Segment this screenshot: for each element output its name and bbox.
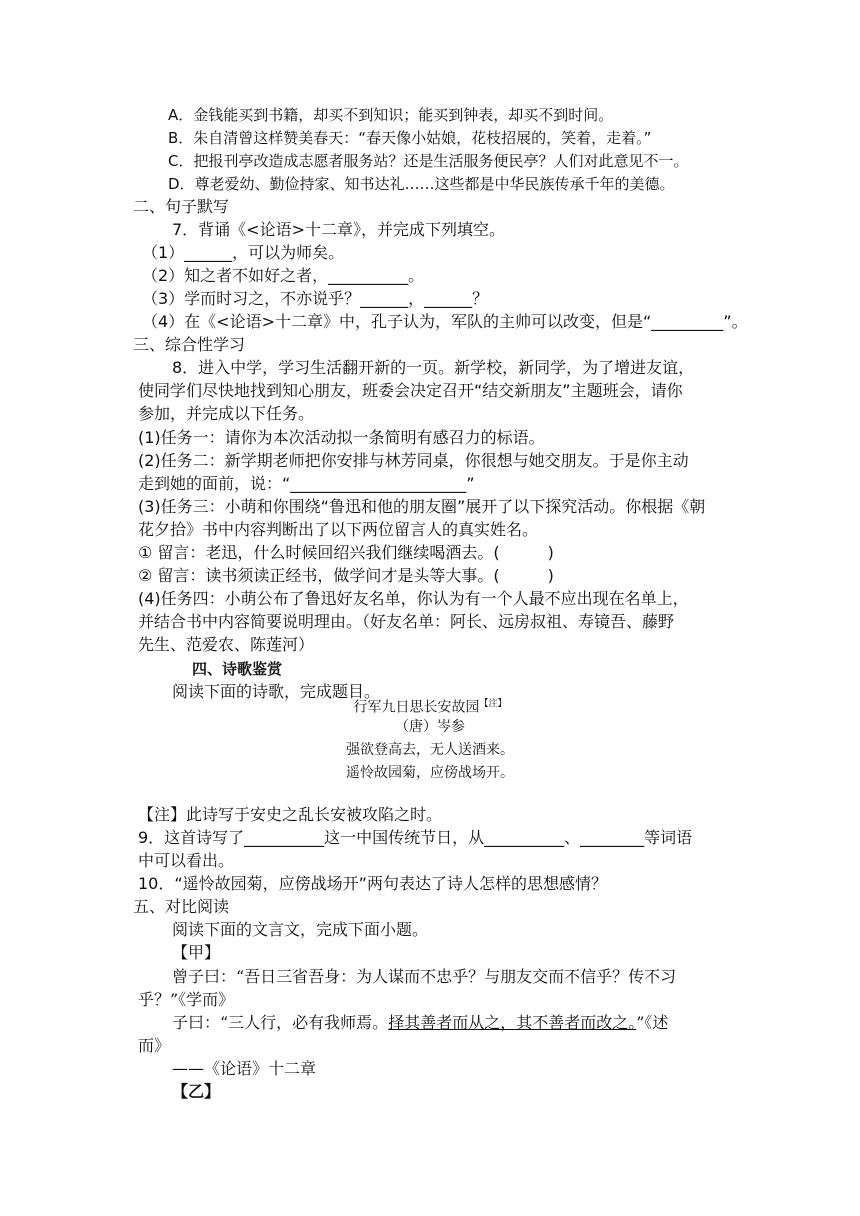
task-line: ② 留言：读书须读正经书，做学问才是头等大事。( ) — [138, 566, 554, 585]
task-line: ① 留言：老迅，什么时候回绍兴我们继续喝酒去。( ) — [138, 543, 554, 562]
task-line: 并结合书中内容简要说明理由。（好友名单：阿长、远房叔祖、寿镜吾、藤野 — [138, 612, 675, 631]
question-9-line: 9．这首诗写了__________这一中国传统节日，从__________、________等词语 — [138, 828, 693, 847]
question-9-line: 中可以看出。 — [138, 851, 235, 870]
poem-note: 【注】此诗写于安史之乱长安被攻陷之时。 — [138, 805, 443, 824]
poem-note-mark: 【注】 — [479, 699, 507, 709]
poem-line: 强欲登高去，无人送酒来。 — [346, 742, 514, 758]
passage-line: 乎？”《学而》 — [138, 990, 235, 1009]
fill-blank-2: （2）知之者不如好之者，__________。 — [142, 266, 425, 285]
question-8-line: 参加，并完成以下任务。 — [138, 404, 315, 423]
poem-title-line — [0, 694, 860, 718]
section-intro: 阅读下面的诗歌，完成题目。 — [172, 682, 381, 701]
fill-blank-1: （1）______，可以为师矣。 — [142, 243, 345, 262]
passage-source: ——《论语》十二章 — [172, 1059, 317, 1078]
passage-text: 子曰：“三人行，必有我师焉。 — [172, 1013, 389, 1032]
question-8-line: 8．进入中学，学习生活翻开新的一页。新学校，新同学，为了增进友谊， — [172, 358, 695, 377]
poem-title: 行军九日思长安故园 — [353, 699, 480, 716]
section-heading: 三、综合性学习 — [133, 335, 246, 354]
section-heading: 五、对比阅读 — [133, 897, 230, 916]
question-7: 7．背诵《<论语>十二章》，并完成下列填空。 — [172, 220, 505, 239]
question-8-line: 使同学们尽快地找到知心朋友，班委会决定召开“结交新朋友”主题班会，请你 — [138, 381, 683, 400]
task-line: (4)任务四：小萌公布了鲁迅好友名单，你认为有一个人最不应出现在名单上， — [138, 589, 689, 608]
passage-label-jia: 【甲】 — [172, 943, 221, 962]
passage-line: 曾子曰：“吾日三省吾身：为人谋而不忠乎？与朋友交而不信乎？传不习 — [172, 967, 677, 986]
task-line: 走到她的面前，说：“______________________” — [138, 474, 475, 493]
task-line: (1)任务一：请你为本次活动拟一条简明有感召力的标语。 — [138, 428, 545, 447]
option-c: C．把报刊亭改造成志愿者服务站？还是生活服务便民亭？人们对此意见不一。 — [168, 152, 689, 170]
fill-blank-4: （4）在《<论语>十二章》中，孔子认为，军队的主帅可以改变，但是“_________”。 — [142, 312, 748, 331]
section-intro: 阅读下面的文言文，完成下面小题。 — [172, 920, 429, 939]
option-b: B．朱自清曾这样赞美春天：“春天像小姑娘，花枝招展的，笑着，走着。” — [168, 129, 652, 147]
poem-line: 遥怜故园菊，应傍战场开。 — [346, 765, 514, 781]
option-a: A．金钱能买到书籍，却买不到知识；能买到钟表，却买不到时间。 — [168, 106, 614, 124]
passage-label-yi: 【乙】 — [172, 1082, 221, 1101]
fill-blank-3: （3）学而时习之，不亦说乎？______，______？ — [142, 289, 489, 308]
section-heading: 四、诗歌鉴赏 — [192, 660, 283, 678]
passage-line — [172, 1013, 668, 1033]
task-line: (2)任务二：新学期老师把你安排与林芳同桌，你很想与她交朋友。于是你主动 — [138, 451, 689, 470]
underlined-sentence: 择其善者而从之，其不善者而改之。 — [388, 1013, 637, 1032]
passage-text: ”《述 — [636, 1013, 669, 1032]
task-line: 先生、范爱农、陈莲河） — [138, 635, 315, 654]
question-10: 10．“遥怜故园菊，应傍战场开”两句表达了诗人怎样的思想感情？ — [138, 874, 607, 893]
task-line: 花夕拾》书中内容判断出了以下两位留言人的真实姓名。 — [138, 520, 539, 539]
task-line: (3)任务三：小萌和你围绕“鲁迅和他的朋友圈”展开了以下探究活动。你根据《朝 — [138, 497, 706, 516]
passage-line: 而》 — [138, 1036, 171, 1055]
section-heading: 二、句子默写 — [133, 197, 230, 216]
poem-author: （唐）岑参 — [395, 719, 465, 735]
option-d: D．尊老爱幼、勤俭持家、知书达礼……这些都是中华民族传承千年的美德。 — [168, 175, 675, 193]
